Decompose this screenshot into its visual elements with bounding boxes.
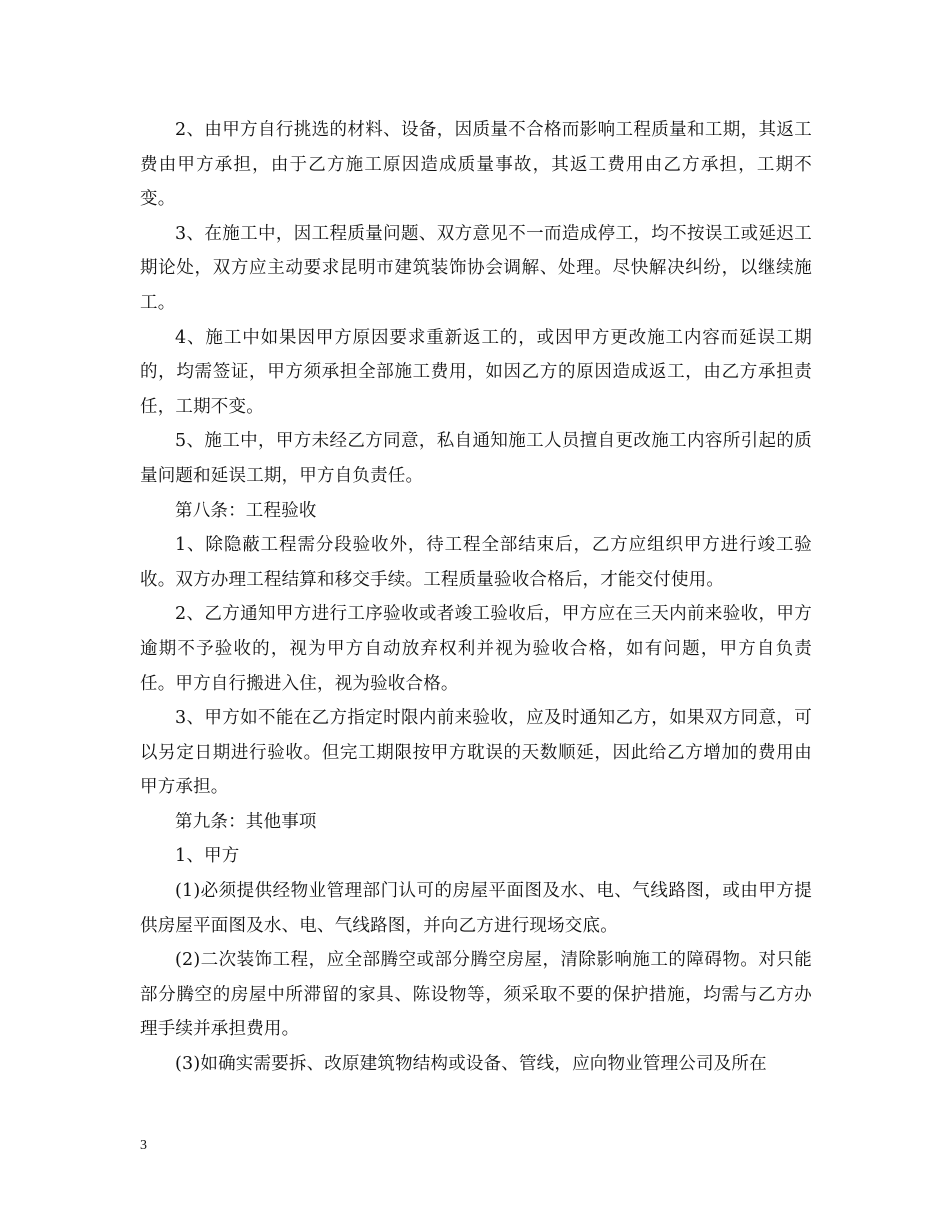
document-body [140,113,812,1082]
section-heading: 第九条：其他事项 [175,811,317,832]
paragraph: 2、乙方通知甲方进行工序验收或者竣工验收后，甲方应在三天内前来验收，甲方逾期不予验收的，视为甲方自动放弃权利并视为验收合格，如有问题，甲方自负责任。甲方自行搬进入住，视为验收合格。 [140,604,812,694]
paragraph: 2、由甲方自行挑选的材料、设备，因质量不合格而影响工程质量和工期，其返工费由甲方承担，由于乙方施工原因造成质量事故，其返工费用由乙方承担，工期不变。 [140,120,812,210]
section-heading: 第八条：工程验收 [175,500,317,521]
paragraph: (3)如确实需要拆、改原建筑物结构或设备、管线，应向物业管理公司及所在 [175,1054,767,1075]
paragraph: 3、在施工中，因工程质量问题、双方意见不一而造成停工，均不按误工或延迟工期论处，双方应主动要求昆明市建筑装饰协会调解、处理。尽快解决纠纷，以继续施工。 [140,223,812,313]
paragraph: (1)必须提供经物业管理部门认可的房屋平面图及水、电、气线路图，或由甲方提供房屋平面图及水、电、气线路图，并向乙方进行现场交底。 [140,881,812,936]
paragraph: 5、施工中，甲方未经乙方同意，私自通知施工人员擅自更改施工内容所引起的质量问题和延误工期，甲方自负责任。 [140,431,812,486]
paragraph: 1、除隐蔽工程需分段验收外，待工程全部结束后，乙方应组织甲方进行竣工验收。双方办理工程结算和移交手续。工程质量验收合格后，才能交付使用。 [140,535,812,590]
paragraph: (2)二次装饰工程，应全部腾空或部分腾空房屋，清除影响施工的障碍物。对只能部分腾空的房屋中所滞留的家具、陈设物等，须采取不要的保护措施，均需与乙方办理手续并承担费用。 [140,950,812,1040]
page-number: 3 [140,1138,147,1153]
paragraph: 3、甲方如不能在乙方指定时限内前来验收，应及时通知乙方，如果双方同意，可以另定日期进行验收。但完工期限按甲方耽误的天数顺延，因此给乙方增加的费用由甲方承担。 [140,708,812,798]
subsection-heading: 1、甲方 [175,846,240,867]
paragraph: 4、施工中如果因甲方原因要求重新返工的，或因甲方更改施工内容而延误工期的，均需签证，甲方须承担全部施工费用，如因乙方的原因造成返工，由乙方承担责任，工期不变。 [140,327,812,417]
